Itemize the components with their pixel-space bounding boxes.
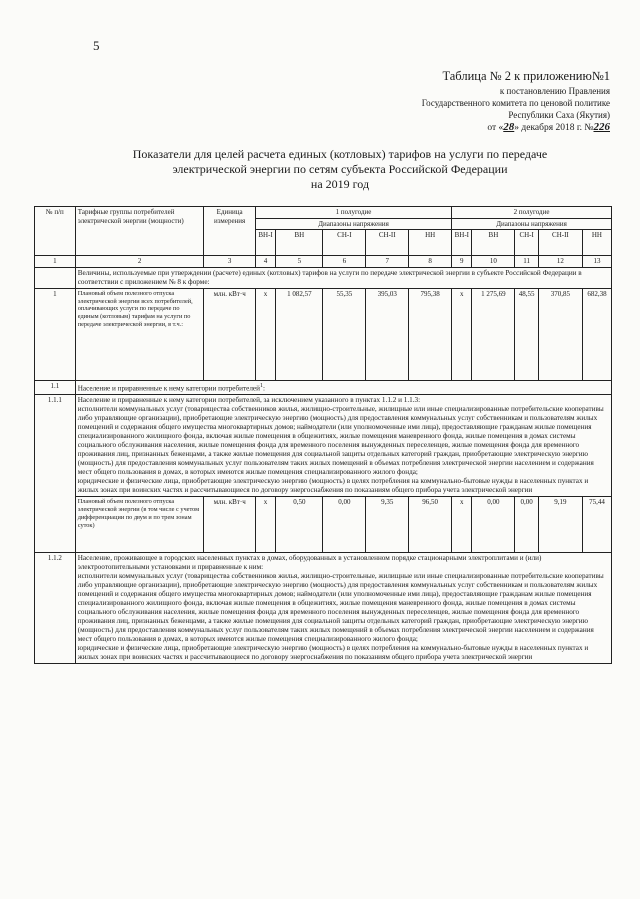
col-number: 5 (276, 256, 323, 268)
row-unit: млн. кВт·ч (204, 497, 255, 553)
value-cell: 9,35 (366, 497, 409, 553)
col-number: 3 (204, 256, 255, 268)
col-number: 9 (452, 256, 472, 268)
decree-number: 226 (593, 121, 610, 133)
value-cell: 1 082,57 (276, 288, 323, 380)
row-label (75, 380, 611, 394)
level-cell: ВН (276, 230, 323, 256)
row-num: 1 (35, 288, 76, 380)
title-line-1: Показатели для целей расчета единых (котловых) тарифов на услуги по передаче (132, 147, 548, 161)
paragraph: исполнители коммунальных услуг (товарищества собственников жилья, жилищно-строительные, жилищные или иные специализированные потребительские кооперативы либо управляющие организации), приобретающие электрическую энергию (мощность) для предоставления коммунальных услуг собственникам и пользователям жилых помещений и содержания общего имущества многоквартирных домов; наймодатели (или уполномоченные ими лица), предоставляющие гражданам жилые помещения специализированного жилищного фонда, включая жилые помещения в общежитиях, жилые помещения маневренного фонда, жилые помещения в домах системы социального обслуживания населения, жилые помещения фонда для временного поселения вынужденных переселенцев, жилые помещения фонда для временного проживания лиц, признанных беженцами, а также жилые помещения для социальной защиты отдельных категорий граждан, приобретающие электрическую энергию (мощность) для предоставления коммунальных услуг пользователям таких жилых помещений в объемах потребления электрической энергии населением и содержания мест общего пользования в домах, в которых имеются жилые помещения специализированного жилого фонда; (77, 405, 604, 477)
row-label-text: Население и приравненные к нему категории потребителей (77, 384, 260, 393)
level-cell: НН (582, 230, 611, 256)
level-cell: ВН-I (452, 230, 472, 256)
level-cell: ВН-I (255, 230, 275, 256)
paragraph: исполнители коммунальных услуг (товарищества собственников жилья, жилищно-строительные, жилищные или иные специализированные потребительские кооперативы либо управляющие организации), приобретающие электрическую энергию (мощность) для предоставления коммунальных услуг собственникам и пользователям жилых помещений и содержания общего имущества многоквартирных домов; наймодатели (или уполномоченные ими лица), предоставляющие гражданам жилые помещения специализированного жилищного фонда, включая жилые помещения в общежитиях, жилые помещения маневренного фонда, жилые помещения в домах системы социального обслуживания населения, жилые помещения фонда для временного поселения вынужденных переселенцев, жилые помещения фонда для временного проживания лиц, признанных беженцами, а также жилые помещения для социальной защиты отдельных категорий граждан, приобретающие электрическую энергию (мощность) для предоставления коммунальных услуг пользователям таких жилых помещений в объемах потребления электрической энергии населением и содержания мест общего пользования в домах, в которых имеются жилые помещения специализированного жилого фонда; (77, 572, 604, 644)
header-half-2: 2 полугодие (452, 207, 612, 219)
row-unit: млн. кВт·ч (204, 288, 255, 380)
table-row (35, 497, 612, 553)
level-cell: ВН (472, 230, 515, 256)
value-cell: 682,38 (582, 288, 611, 380)
section-heading-row (35, 267, 612, 288)
value-cell: х (255, 497, 275, 553)
date-prefix: от « (487, 123, 504, 133)
col-number: 1 (35, 256, 76, 268)
row-description (75, 553, 611, 664)
col-number: 6 (323, 256, 366, 268)
col-number: 11 (515, 256, 539, 268)
table-row (35, 553, 612, 664)
value-cell: 75,44 (582, 497, 611, 553)
value-cell: 795,38 (409, 288, 452, 380)
header-group: Тарифные группы потребителей электрической энергии (мощности) (75, 207, 204, 256)
level-cell: СН-I (323, 230, 366, 256)
appendix-title: Таблица № 2 к приложению№1 (442, 69, 610, 83)
empty-cell (35, 267, 76, 288)
row-label-colon: : (262, 384, 265, 393)
paragraph: Население, проживающее в городских населенных пунктах в домах, оборудованных в установленном порядке стационарными электроплитами и (или) электроотопительными установками и приравненные к ним: (77, 554, 542, 572)
title-line-3: на 2019 год (310, 177, 370, 191)
document-title (70, 147, 610, 192)
table-row (35, 395, 612, 497)
row-description (75, 395, 611, 497)
value-cell: 0,00 (515, 497, 539, 553)
value-cell: х (255, 288, 275, 380)
appendix-block (290, 68, 610, 134)
paragraph: юридические и физические лица, приобретающие электрическую энергию (мощность) в целях потребления на коммунально-бытовые нужды в населенных пунктах и жилых зонах при воинских частях и рассчитывающиеся по договору энергоснабжения по показаниям общего прибора учета электрической энергии (77, 477, 589, 495)
header-half-1: 1 полугодие (255, 207, 451, 219)
row-label: Плановый объем полезного отпуска электрической энергии всех потребителей, оплачивающих услуги по передаче по единым (котловым) тарифам на услуги по передаче электрической энергии, в т.ч.: (75, 288, 204, 380)
col-number: 4 (255, 256, 275, 268)
value-cell: 370,85 (538, 288, 582, 380)
appendix-line-1: к постановлению Правления (499, 86, 610, 96)
value-cell: 0,00 (323, 497, 366, 553)
value-cell: 1 275,69 (472, 288, 515, 380)
date-mid: » декабря 2018 г. № (514, 123, 594, 133)
value-cell: х (452, 497, 472, 553)
value-cell: 48,55 (515, 288, 539, 380)
tariff-table (34, 206, 612, 664)
value-cell: 55,35 (323, 288, 366, 380)
col-number: 10 (472, 256, 515, 268)
section-heading: Величины, используемые при утверждении (расчете) единых (котловых) тарифов на услуги по передаче электрической энергии в субъекте Российской Федерации в соответствии с приложением № 8 к форме: (75, 267, 611, 288)
col-number: 8 (409, 256, 452, 268)
appendix-date (290, 121, 610, 134)
appendix-line-3: Республики Саха (Якутия) (508, 110, 610, 120)
level-cell: НН (409, 230, 452, 256)
row-num: 1.1.2 (35, 553, 76, 664)
date-day: 28 (503, 121, 515, 133)
header-ranges-2: Диапазоны напряжения (452, 218, 612, 230)
level-cell: СН-II (538, 230, 582, 256)
title-line-2: электрической энергии по сетям субъекта Российской Федерации (172, 162, 508, 176)
header-row-1 (35, 207, 612, 219)
value-cell: х (452, 288, 472, 380)
col-number: 12 (538, 256, 582, 268)
value-cell: 9,19 (538, 497, 582, 553)
value-cell: 395,03 (366, 288, 409, 380)
row-num: 1.1.1 (35, 395, 76, 553)
table-row (35, 380, 612, 394)
column-number-row (35, 256, 612, 268)
value-cell: 96,50 (409, 497, 452, 553)
table-row (35, 288, 612, 380)
header-unit: Единица измерения (204, 207, 255, 256)
col-number: 2 (75, 256, 204, 268)
paragraph: Население и приравненные к нему категории потребителей, за исключением указанного в пунктах 1.1.2 и 1.1.3: (77, 396, 421, 405)
level-cell: СН-I (515, 230, 539, 256)
row-num: 1.1 (35, 380, 76, 394)
page-number: 5 (93, 38, 100, 53)
appendix-line-2: Государственного комитета по ценовой политике (421, 98, 610, 108)
value-cell: 0,50 (276, 497, 323, 553)
col-number: 7 (366, 256, 409, 268)
row-label: Плановый объем полезного отпуска электрической энергии (в том числе с учетом дифференциации по двум и по трем зонам суток) (75, 497, 204, 553)
header-num: № п/п (35, 207, 76, 256)
level-cell: СН-II (366, 230, 409, 256)
footnote-mark: 1 (259, 382, 263, 389)
col-number: 13 (582, 256, 611, 268)
header-ranges-1: Диапазоны напряжения (255, 218, 451, 230)
paragraph: юридические и физические лица, приобретающие электрическую энергию (мощность) в целях потребления на коммунально-бытовые нужды в населенных пунктах и жилых зонах при воинских частях и рассчитывающиеся по договору энергоснабжения по показаниям общего прибора учета электрической энергии (77, 644, 589, 662)
value-cell: 0,00 (472, 497, 515, 553)
